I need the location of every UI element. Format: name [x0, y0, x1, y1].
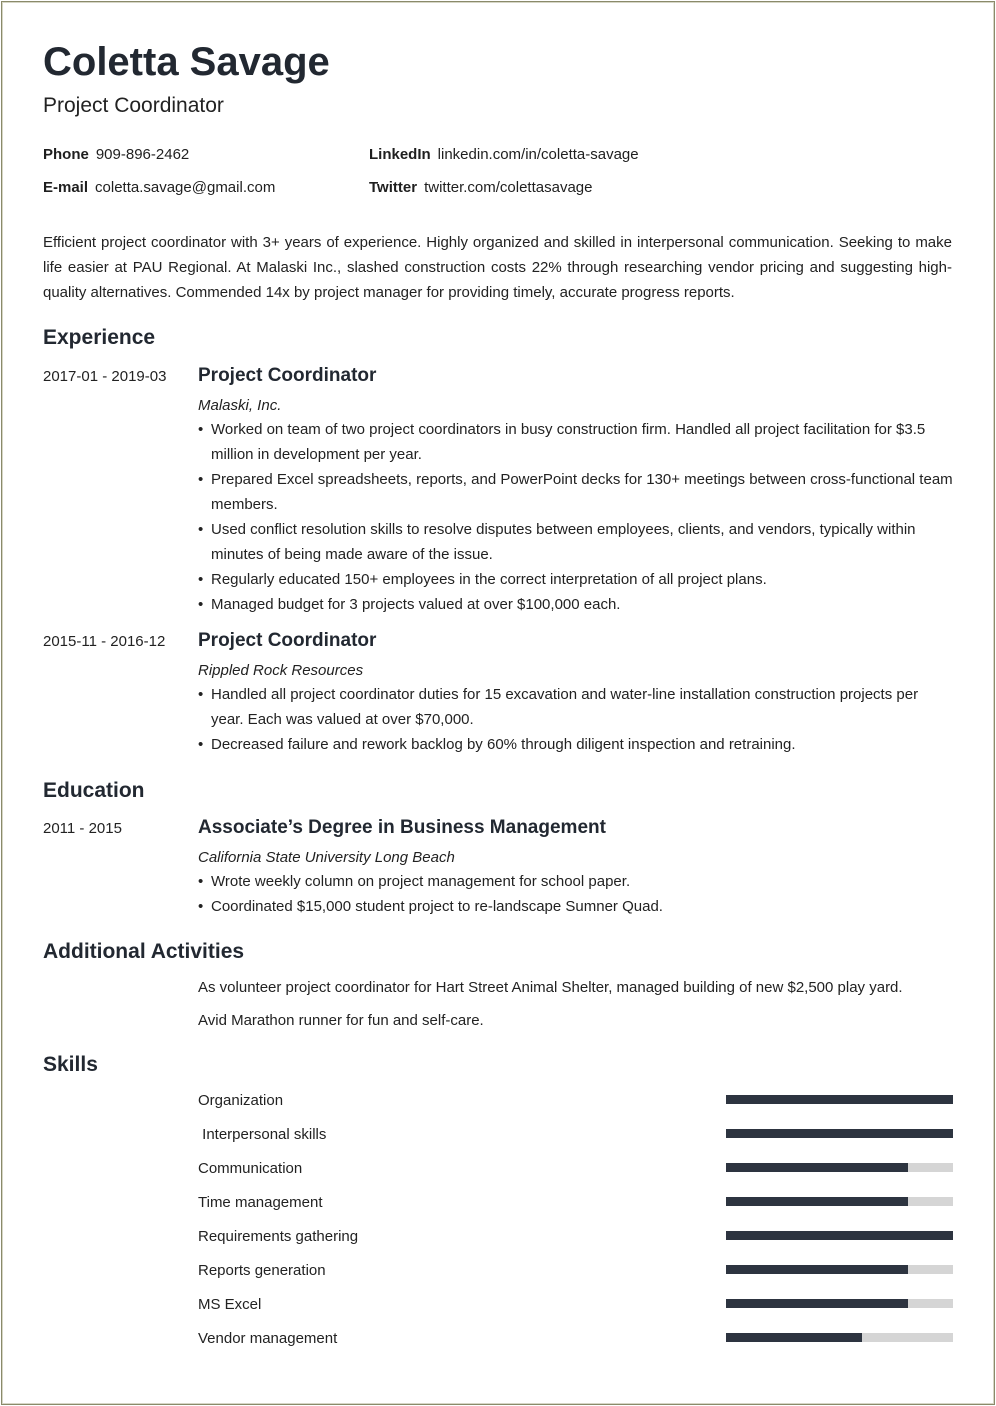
contact-email — [43, 179, 275, 196]
candidate-title: Project Coordinator — [43, 94, 224, 117]
job-bullet: • Prepared Excel spreadsheets, reports, and PowerPoint decks for 130+ meetings between cross-functional team members. — [198, 467, 953, 517]
skill-level-fill — [726, 1163, 908, 1172]
job-bullet: • Worked on team of two project coordinators in busy construction firm. Handled all project facilitation for $3.5 million in development per year. — [198, 417, 953, 467]
skill-level-bar — [726, 1265, 953, 1274]
education-dates: 2011 - 2015 — [43, 820, 122, 837]
skill-name: Communication — [198, 1160, 303, 1177]
skill-level-bar — [726, 1197, 953, 1206]
job-company: Rippled Rock Resources — [198, 662, 364, 679]
job-bullet: • Regularly educated 150+ employees in the correct interpretation of all project plans. — [198, 567, 953, 592]
contact-value[interactable]: coletta.savage@gmail.com — [95, 179, 276, 196]
job-dates: 2015-11 - 2016-12 — [43, 633, 166, 650]
summary-paragraph: Efficient project coordinator with 3+ years of experience. Highly organized and skilled in interpersonal communication. Seeking to make life easier at PAU Regional. At Malaski Inc., slashed construction costs 22% through researching vendor pricing and suggesting high-quality alternatives. Commended 14x by project manager for providing timely, accurate progress reports. — [43, 234, 952, 301]
skill-level-bar — [726, 1163, 953, 1172]
contact-label: Phone — [43, 146, 89, 163]
skill-level-bar — [726, 1231, 953, 1240]
skill-name: Reports generation — [198, 1262, 326, 1279]
skill-level-fill — [726, 1095, 953, 1104]
skill-name: Interpersonal skills — [198, 1126, 327, 1143]
job-title: Project Coordinator — [198, 630, 377, 651]
education-school: California State University Long Beach — [198, 849, 455, 866]
candidate-name: Coletta Savage — [43, 40, 330, 84]
skill-level-fill — [726, 1129, 953, 1138]
education-bullet: • Wrote weekly column on project management for school paper. — [198, 869, 953, 894]
skill-level-bar — [726, 1333, 953, 1342]
skill-name: Organization — [198, 1092, 284, 1109]
section-heading-education: Education — [43, 779, 145, 802]
job-company: Malaski, Inc. — [198, 397, 282, 414]
skill-name: Time management — [198, 1194, 323, 1211]
skill-level-fill — [726, 1333, 862, 1342]
section-heading-activities: Additional Activities — [43, 940, 245, 963]
contact-label: LinkedIn — [369, 146, 431, 163]
contact-phone — [43, 146, 189, 163]
skill-name: Vendor management — [198, 1330, 338, 1347]
skill-level-fill — [726, 1231, 953, 1240]
section-heading-skills: Skills — [43, 1053, 98, 1076]
job-bullet: • Used conflict resolution skills to resolve disputes between employees, clients, and vendors, typically within minutes of being made aware of the issue. — [198, 517, 953, 567]
contact-value: 909-896-2462 — [95, 146, 190, 163]
job-dates: 2017-01 - 2019-03 — [43, 368, 167, 385]
job-bullet: • Handled all project coordinator duties for 15 excavation and water-line installation construction projects per year. Each was valued at over $70,000. — [198, 682, 953, 732]
contact-linkedin — [369, 146, 639, 163]
contact-value[interactable]: linkedin.com/in/coletta-savage — [437, 146, 639, 163]
activity-item: Avid Marathon runner for fun and self-care. — [198, 1012, 484, 1029]
job-title: Project Coordinator — [198, 365, 377, 386]
skill-level-fill — [726, 1197, 908, 1206]
skill-name: MS Excel — [198, 1296, 262, 1313]
contact-label: E-mail — [43, 179, 89, 196]
skill-level-fill — [726, 1299, 908, 1308]
job-bullet: • Decreased failure and rework backlog by 60% through diligent inspection and retraining. — [198, 732, 953, 757]
skill-level-bar — [726, 1095, 953, 1104]
education-degree: Associate’s Degree in Business Management — [198, 817, 606, 838]
skill-level-bar — [726, 1299, 953, 1308]
skill-level-bar — [726, 1129, 953, 1138]
skill-level-fill — [726, 1265, 908, 1274]
contact-label: Twitter — [369, 179, 418, 196]
contact-twitter — [369, 179, 592, 196]
education-bullet: • Coordinated $15,000 student project to re-landscape Sumner Quad. — [198, 894, 953, 919]
section-heading-experience: Experience — [43, 326, 156, 349]
job-bullet: • Managed budget for 3 projects valued at over $100,000 each. — [198, 592, 953, 617]
contact-value[interactable]: twitter.com/colettasavage — [424, 179, 593, 196]
activity-item: As volunteer project coordinator for Hart Street Animal Shelter, managed building of new $2,500 play yard. — [198, 979, 903, 996]
skill-name: Requirements gathering — [198, 1228, 359, 1245]
